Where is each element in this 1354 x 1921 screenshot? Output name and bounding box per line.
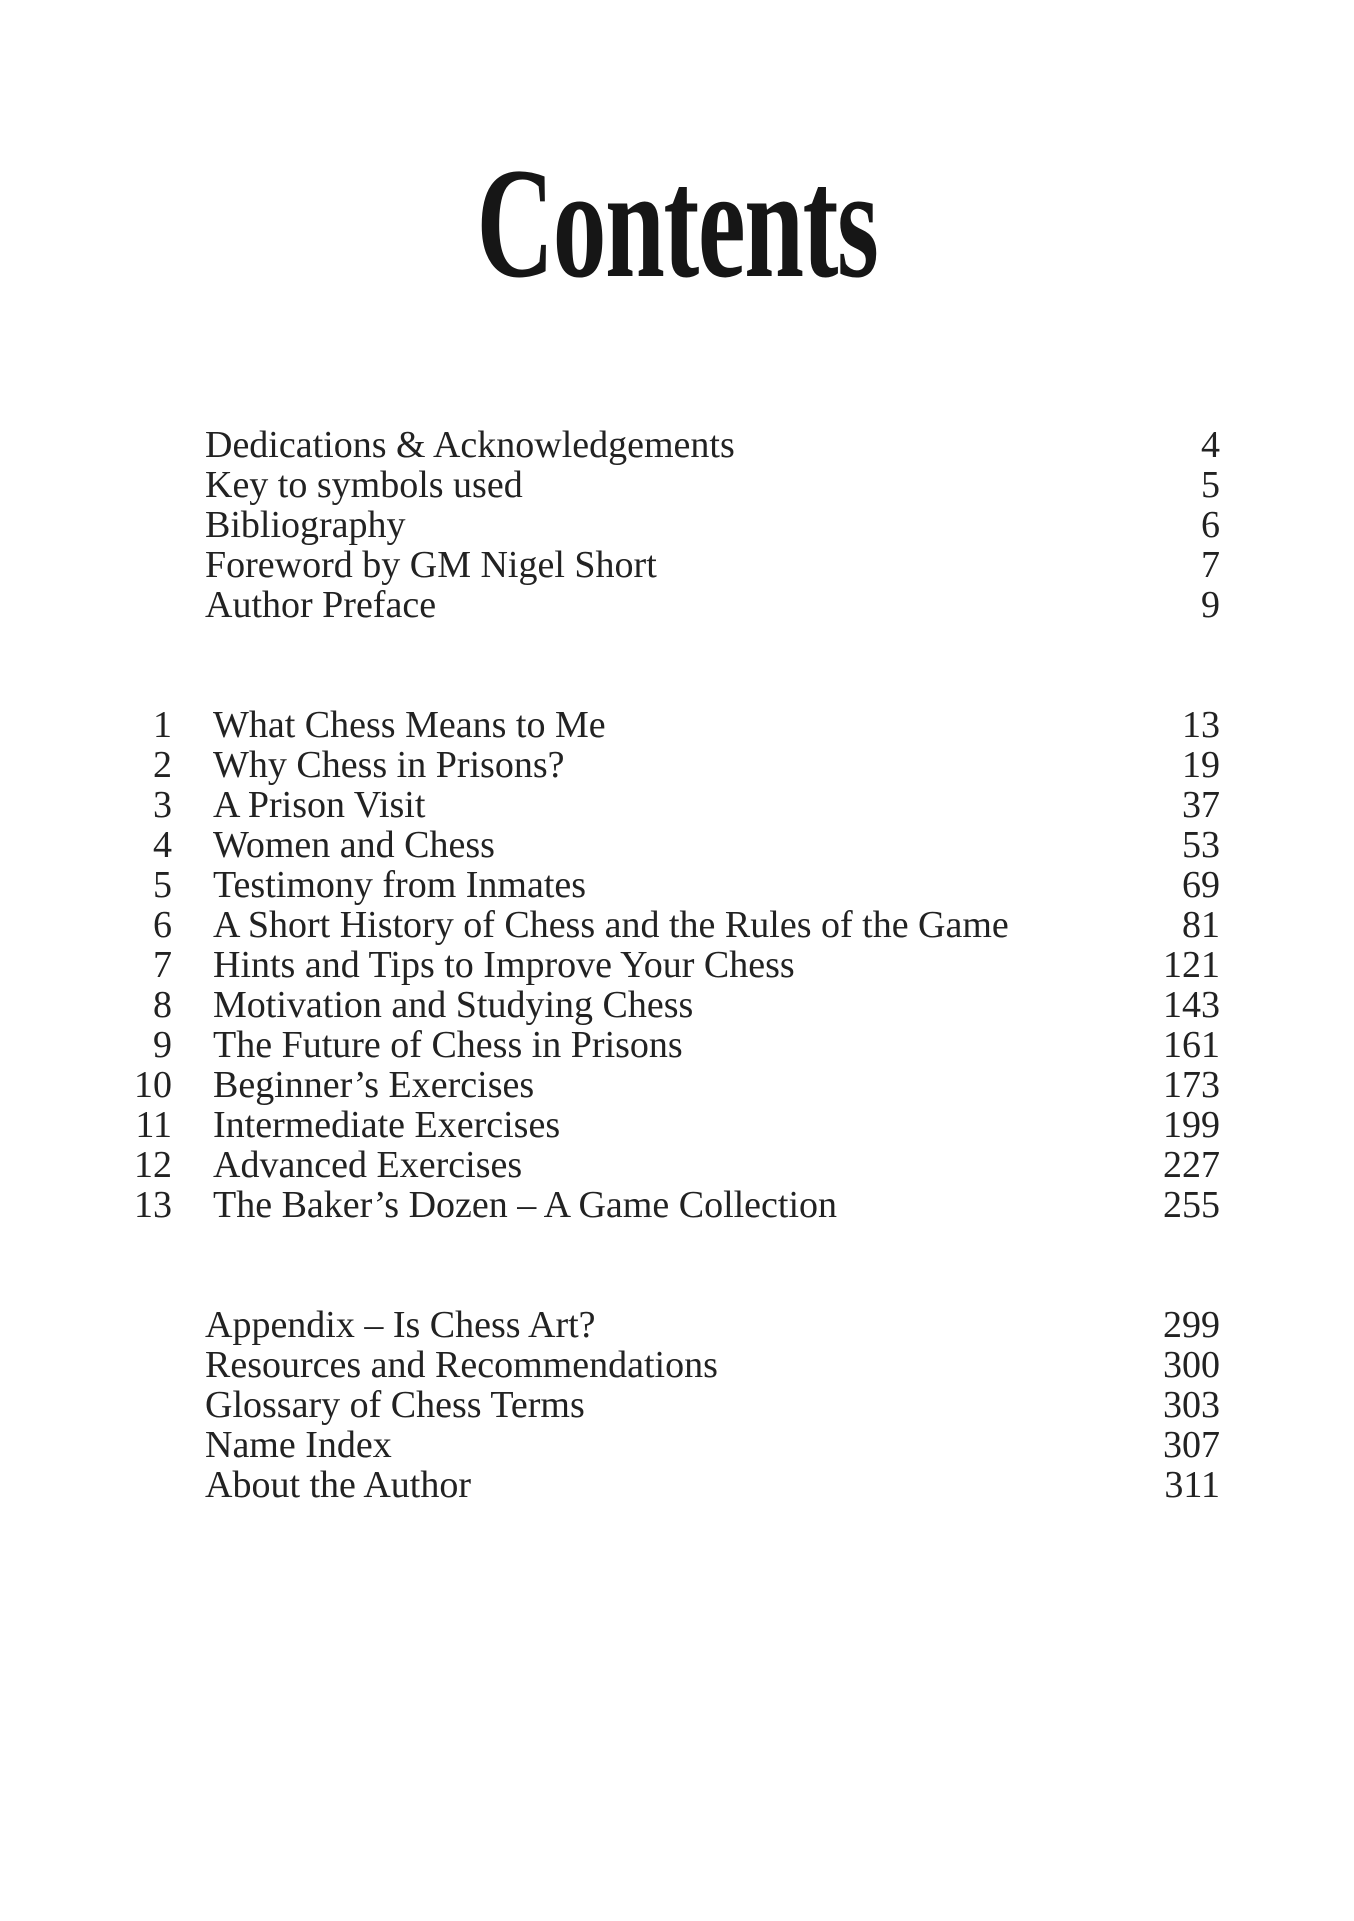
toc-back-matter-section <box>0 1305 1354 1505</box>
entry-title: Name Index <box>205 1424 392 1466</box>
toc-entry <box>0 785 1354 825</box>
chapter-number: 3 <box>153 784 172 826</box>
entry-page-number: 161 <box>1163 1024 1220 1066</box>
entry-page-number: 255 <box>1163 1184 1220 1226</box>
entry-page-number: 81 <box>1182 904 1220 946</box>
toc-chapters-section <box>0 705 1354 1225</box>
chapter-number: 13 <box>134 1184 172 1226</box>
entry-title: About the Author <box>205 1464 471 1506</box>
entry-page-number: 173 <box>1163 1064 1220 1106</box>
entry-page-number: 5 <box>1201 464 1220 506</box>
toc-entry <box>0 505 1354 545</box>
entry-page-number: 143 <box>1163 984 1220 1026</box>
entry-title: Beginner’s Exercises <box>213 1064 535 1106</box>
toc-entry <box>0 425 1354 465</box>
entry-page-number: 13 <box>1182 704 1220 746</box>
chapter-number: 8 <box>153 984 172 1026</box>
entry-title: Testimony from Inmates <box>213 864 587 906</box>
entry-title: A Short History of Chess and the Rules of the Game <box>213 904 1009 946</box>
entry-page-number: 53 <box>1182 824 1220 866</box>
entry-title: The Baker’s Dozen – A Game Collection <box>213 1184 838 1226</box>
toc-entry <box>0 1465 1354 1505</box>
entry-page-number: 311 <box>1164 1464 1220 1506</box>
entry-title: Advanced Exercises <box>213 1144 523 1186</box>
toc-entry <box>0 1025 1354 1065</box>
entry-page-number: 300 <box>1163 1344 1220 1386</box>
entry-title: Foreword by GM Nigel Short <box>205 544 657 586</box>
entry-title: Author Preface <box>205 584 437 626</box>
section-gap <box>0 1225 1354 1305</box>
entry-page-number: 299 <box>1163 1304 1220 1346</box>
entry-title: Glossary of Chess Terms <box>205 1384 585 1426</box>
toc-entry <box>0 1105 1354 1145</box>
chapter-number: 6 <box>153 904 172 946</box>
entry-page-number: 9 <box>1201 584 1220 626</box>
entry-page-number: 4 <box>1201 424 1220 466</box>
chapter-number: 1 <box>153 704 172 746</box>
toc-entry <box>0 945 1354 985</box>
toc-entry <box>0 825 1354 865</box>
toc-front-matter-section <box>0 425 1354 625</box>
toc-entry <box>0 745 1354 785</box>
toc-entry <box>0 1065 1354 1105</box>
chapter-number: 9 <box>153 1024 172 1066</box>
toc-entry <box>0 545 1354 585</box>
entry-page-number: 227 <box>1163 1144 1220 1186</box>
entry-page-number: 307 <box>1163 1424 1220 1466</box>
chapter-number: 11 <box>135 1104 172 1146</box>
entry-title: Appendix – Is Chess Art? <box>205 1304 596 1346</box>
entry-page-number: 6 <box>1201 504 1220 546</box>
chapter-number: 10 <box>134 1064 172 1106</box>
entry-page-number: 303 <box>1163 1384 1220 1426</box>
entry-title: Hints and Tips to Improve Your Chess <box>213 944 795 986</box>
toc-entry <box>0 1145 1354 1185</box>
page-title: Contents <box>476 136 878 311</box>
chapter-number: 5 <box>153 864 172 906</box>
entry-page-number: 199 <box>1163 1104 1220 1146</box>
chapter-number: 4 <box>153 824 172 866</box>
entry-title: Intermediate Exercises <box>213 1104 561 1146</box>
entry-title: Why Chess in Prisons? <box>213 744 565 786</box>
chapter-number: 12 <box>134 1144 172 1186</box>
entry-title: Motivation and Studying Chess <box>213 984 694 1026</box>
entry-title: Bibliography <box>205 504 406 546</box>
entry-title: What Chess Means to Me <box>213 704 606 746</box>
toc-entry <box>0 1305 1354 1345</box>
toc-entry <box>0 1185 1354 1225</box>
entry-title: Key to symbols used <box>205 464 523 506</box>
toc-entry <box>0 1425 1354 1465</box>
toc-entry <box>0 585 1354 625</box>
toc-entry <box>0 1345 1354 1385</box>
entry-page-number: 7 <box>1201 544 1220 586</box>
entry-title: Dedications & Acknowledgements <box>205 424 735 466</box>
toc-list <box>0 425 1354 1505</box>
toc-entry <box>0 465 1354 505</box>
chapter-number: 2 <box>153 744 172 786</box>
toc-entry <box>0 985 1354 1025</box>
entry-page-number: 69 <box>1182 864 1220 906</box>
entry-title: The Future of Chess in Prisons <box>213 1024 683 1066</box>
chapter-number: 7 <box>153 944 172 986</box>
entry-title: A Prison Visit <box>213 784 426 826</box>
toc-entry <box>0 705 1354 745</box>
entry-page-number: 19 <box>1182 744 1220 786</box>
toc-entry <box>0 905 1354 945</box>
entry-title: Women and Chess <box>213 824 495 866</box>
toc-entry <box>0 865 1354 905</box>
section-gap <box>0 625 1354 705</box>
entry-title: Resources and Recommendations <box>205 1344 718 1386</box>
entry-page-number: 121 <box>1163 944 1220 986</box>
toc-entry <box>0 1385 1354 1425</box>
entry-page-number: 37 <box>1182 784 1220 826</box>
